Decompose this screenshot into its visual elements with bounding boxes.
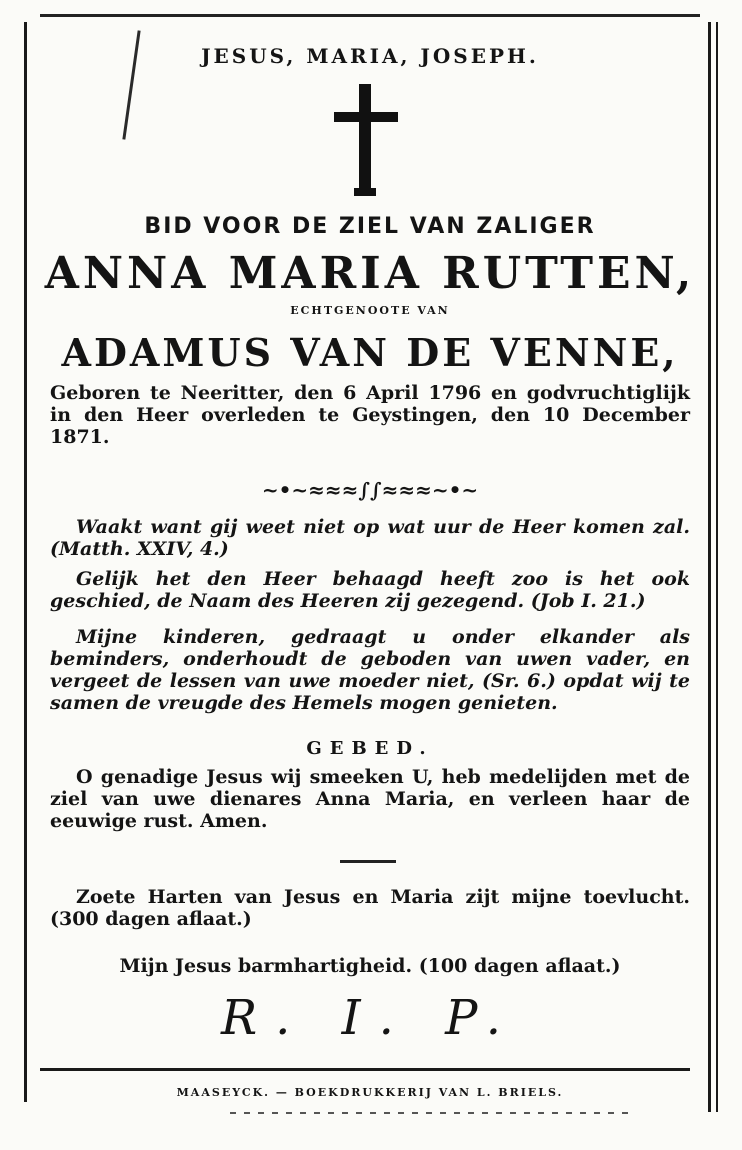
right-border: [708, 22, 711, 1112]
short-divider: [340, 860, 396, 863]
cross-icon: [334, 84, 398, 200]
birth-death-text: Geboren te Neeritter, den 6 April 1796 en godvruchtiglijk in den Heer overleden te Geystingen, den 10 December 1871.: [50, 382, 690, 448]
right-border-inner: [716, 22, 718, 1112]
relation-line: ECHTGENOOTE VAN: [290, 304, 450, 317]
prayer-title: GEBED.: [306, 738, 434, 759]
scripture-quote-3: Mijne kinderen, gedraagt u onder elkander als beminders, onderhoudt de geboden van uwen vader, en vergeet de lessen van uwe moeder niet, (Sr. 6.) opdat wij te samen de vreugde des Hemels mogen genieten.: [50, 626, 690, 714]
left-border: [24, 22, 27, 1102]
ornament-divider: ~•~≈≈≈∫∫≈≈≈~•~: [261, 478, 479, 502]
indulgence-1: Zoete Harten van Jesus en Maria zijt mijne toevlucht. (300 dagen aflaat.): [50, 886, 690, 930]
header-invocation: JESUS, MARIA, JOSEPH.: [201, 44, 539, 68]
pray-line: BID VOOR DE ZIEL VAN ZALIGER: [144, 214, 596, 239]
prayer-text: O genadige Jesus wij smeeken U, heb medelijden met de ziel van uwe dienares Anna Maria, en verleen haar de eeuwige rust. Amen.: [50, 766, 690, 832]
footer-dots: [230, 1112, 630, 1114]
scripture-quote-1: Waakt want gij weet niet op wat uur de Heer komen zal. (Matth. XXIV, 4.): [50, 516, 690, 560]
scripture-quote-2: Gelijk het den Heer behaagd heeft zoo is het ook geschied, de Naam des Heeren zij gezegend. (Job I. 21.): [50, 568, 690, 612]
spouse-name: ADAMUS VAN DE VENNE,: [61, 330, 679, 375]
bottom-rule: [40, 1068, 690, 1071]
rip-text: R. I. P.: [221, 990, 519, 1046]
indulgence-2: Mijn Jesus barmhartigheid. (100 dagen aflaat.): [119, 955, 621, 977]
printer-imprint: MAASEYCK. — BOEKDRUKKERIJ VAN L. BRIELS.: [176, 1086, 564, 1099]
top-rule: [40, 14, 700, 17]
deceased-name: ANNA MARIA RUTTEN,: [44, 248, 696, 299]
